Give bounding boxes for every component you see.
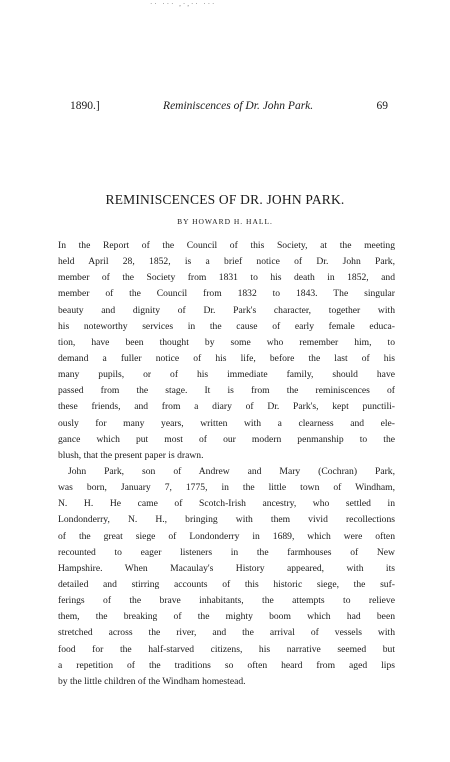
text-line: In the Report of the Council of this Society, at the meeting <box>58 240 395 251</box>
text-line: them, the breaking of the mighty boom which had been <box>58 611 395 623</box>
text-line: blush, that the present paper is drawn. <box>58 449 204 461</box>
text-line: beauty and dignity of Dr. Park's character, together with <box>58 304 395 316</box>
text-line: John Park, son of Andrew and Mary (Cochran) Park, <box>68 465 395 477</box>
text-line: gance which put most of our modern penmanship to the <box>58 433 395 445</box>
text-line: passed from the stage. It is from the reminiscences of <box>58 385 395 397</box>
text-line: recounted to eager listeners in the farmhouses of New <box>58 546 395 558</box>
text-line: member of the Society from 1831 to his death in 1852, and <box>58 272 395 284</box>
text-line: ously for many years, written with a clearness and ele- <box>58 417 395 429</box>
text-line: detailed and stirring accounts of this historic siege, the suf- <box>58 578 395 590</box>
text-line: ferings of the brave inhabitants, the attempts to relieve <box>58 595 395 607</box>
text-line: these friends, and from a diary of Dr. Park's, kept punctili- <box>58 401 395 413</box>
text-line: tion, have been thought by some who remember him, to <box>58 336 395 348</box>
top-page-fragment: ·· ··· ,·,·· ··· <box>150 0 217 8</box>
text-line: his noteworthy services in the cause of early female educa- <box>58 320 395 332</box>
paragraph-2 <box>58 464 395 690</box>
text-line: of the great siege of Londonderry in 1689, which were often <box>58 530 395 542</box>
text-line: stretched across the river, and the arrival of vessels with <box>58 627 395 639</box>
running-title: Reminiscences of Dr. John Park. <box>163 100 314 112</box>
text-line: demand a fuller notice of his life, before the last of his <box>58 352 395 364</box>
text-line: Hampshire. When Macaulay's History appeared, with its <box>58 562 395 574</box>
text-line: food for the half-starved citizens, his narrative seemed but <box>58 643 395 655</box>
text-line: was born, January 7, 1775, in the little town of Windham, <box>58 482 395 494</box>
article-byline: BY HOWARD H. HALL. <box>177 217 273 226</box>
page-number: 69 <box>376 100 388 112</box>
paragraph-1 <box>58 238 395 464</box>
article-body <box>58 238 395 690</box>
article-title: REMINISCENCES OF DR. JOHN PARK. <box>105 192 345 207</box>
text-line: Londonderry, N. H., bringing with them vivid recollections <box>58 514 395 526</box>
text-line: by the little children of the Windham homestead. <box>58 675 246 687</box>
text-line: many pupils, or of his immediate family, should have <box>58 369 395 381</box>
text-line: member of the Council from 1832 to 1843. The singular <box>58 288 395 300</box>
text-line: N. H. He came of Scotch-Irish ancestry, who settled in <box>58 498 395 510</box>
page-header <box>70 100 388 112</box>
text-line: held April 28, 1852, is a brief notice of Dr. John Park, <box>58 256 395 268</box>
text-line: a repetition of the traditions so often heard from aged lips <box>58 659 395 671</box>
header-year: 1890.] <box>70 100 100 112</box>
